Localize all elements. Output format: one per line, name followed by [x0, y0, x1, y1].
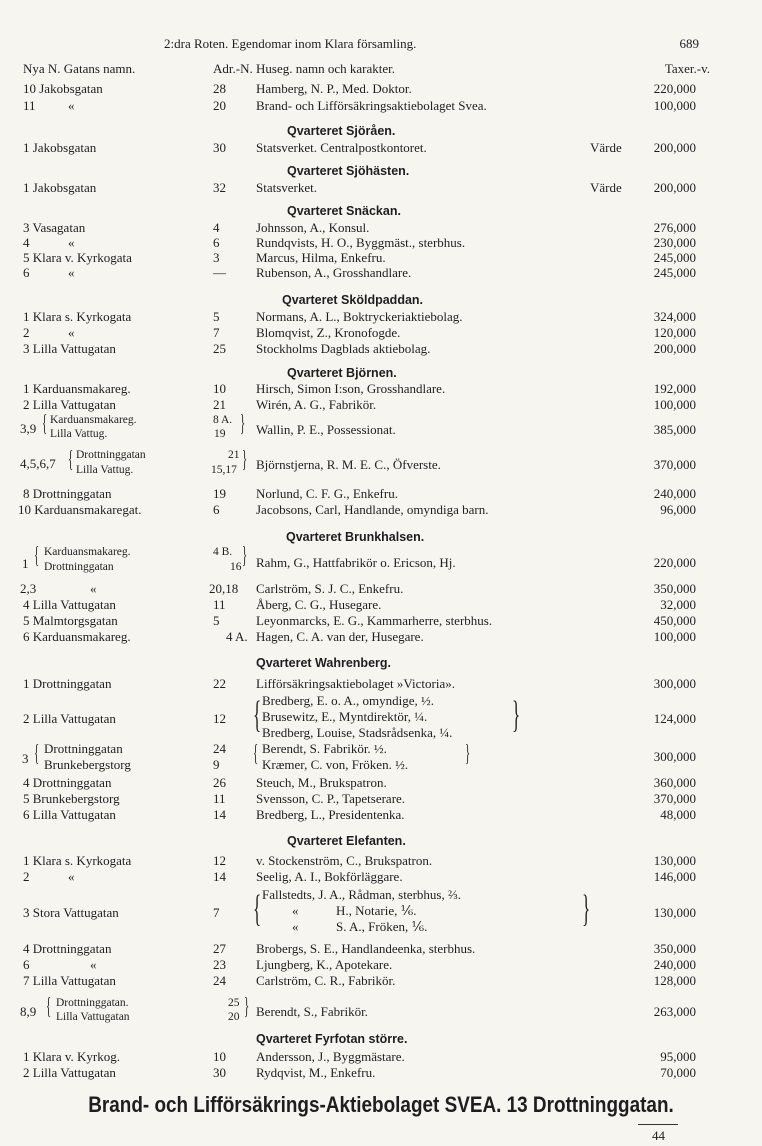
row-tax-value: 146,000 — [653, 869, 696, 884]
row-number: 24 — [213, 741, 226, 756]
row-street: 1 Jakobsgatan — [23, 180, 97, 195]
page-title: 2:dra Roten. Egendomar inom Klara församling. — [164, 36, 417, 51]
row-owner: Wallin, P. E., Possessionat. — [256, 422, 396, 437]
row-owner: Lifförsäkringsaktiebolaget »Victoria». — [256, 676, 455, 691]
row-owner: Leyonmarcks, E. G., Kammarherre, sterbhus. — [256, 613, 493, 628]
row-tax-value: 370,000 — [653, 791, 696, 806]
row-owner: Ljungberg, K., Apotekare. — [256, 957, 393, 972]
row-number: 21 — [213, 397, 226, 412]
row-tax-value: 245,000 — [653, 265, 696, 280]
row-tax-value: 192,000 — [653, 381, 696, 396]
brace: { — [34, 543, 40, 569]
row-number: 30 — [213, 1065, 226, 1080]
row-number: 15,17 — [211, 464, 237, 476]
row-number: 7 — [213, 325, 220, 340]
row-owner: Normans, A. L., Boktryckeriaktiebolag. — [256, 309, 463, 324]
row-number: 25 — [228, 997, 240, 1009]
ditto-mark: « — [292, 903, 299, 918]
row-owner: Rahm, G., Hattfabrikör o. Ericson, Hj. — [256, 555, 456, 570]
row-street: 1 Jakobsgatan — [23, 140, 97, 155]
row-street: 11 — [23, 98, 36, 113]
row-street: 10 Karduansmakaregat. — [18, 502, 142, 517]
row-owner: Jacobsons, Carl, Handlande, omyndiga barn. — [256, 502, 489, 517]
row-number: 22 — [213, 676, 226, 691]
row-tax-value: 100,000 — [653, 397, 696, 412]
row-tax-value: 70,000 — [660, 1065, 696, 1080]
row-street: 7 Lilla Vattugatan — [23, 973, 116, 988]
row-street: 2 — [23, 325, 30, 340]
owner-line: Bredberg, E. o. A., omyndige, ½. — [262, 693, 434, 708]
row-street: 1 Drottninggatan — [23, 676, 112, 691]
row-owner: Bredberg, L., Presidentenka. — [256, 807, 405, 822]
value-label: Värde — [590, 180, 622, 195]
row-street: Drottninggatan — [44, 561, 114, 573]
row-street: 3 Vasagatan — [23, 220, 86, 235]
row-tax-value: 240,000 — [653, 486, 696, 501]
brace: } — [465, 741, 471, 767]
row-street: 6 — [23, 265, 30, 280]
row-owner: Seelig, A. I., Bokförläggare. — [256, 869, 403, 884]
row-street: Lilla Vattug. — [76, 464, 134, 476]
row-number: 3 — [213, 250, 220, 265]
row-tax-value: 200,000 — [653, 341, 696, 356]
row-number: 20 — [228, 1011, 240, 1023]
row-street: 2,3 — [20, 581, 37, 596]
row-tax-value: 120,000 — [653, 325, 696, 340]
row-number: 32 — [213, 180, 226, 195]
row-street: 6 Lilla Vattugatan — [23, 807, 116, 822]
row-owner: Norlund, C. F. G., Enkefru. — [256, 486, 398, 501]
row-owner: Steuch, M., Brukspatron. — [256, 775, 387, 790]
row-lot-number: 3 — [22, 751, 29, 766]
row-owner: Statsverket. Centralpostkontoret. — [256, 140, 427, 155]
row-street: 2 Lilla Vattugatan — [23, 1065, 116, 1080]
row-number: 7 — [213, 905, 220, 920]
column-header-street: Nya N. Gatans namn. — [23, 61, 136, 76]
row-number: 25 — [213, 341, 226, 356]
row-number: 5 — [213, 613, 220, 628]
row-tax-value: 324,000 — [653, 309, 696, 324]
row-street: Lilla Vattugatan — [56, 1011, 130, 1023]
advertisement-banner: Brand- och Lifförsäkrings-Aktiebolaget SVEA. 13 Drottninggatan. — [88, 1092, 674, 1117]
ditto-mark: « — [68, 235, 75, 250]
row-tax-value: 450,000 — [653, 613, 696, 628]
row-number: 21 — [228, 449, 240, 461]
row-number: 28 — [213, 81, 226, 96]
row-tax-value: 200,000 — [653, 140, 696, 155]
row-number: 19 — [213, 486, 226, 501]
row-owner: Brobergs, S. E., Handlandeenka, sterbhus. — [256, 941, 476, 956]
row-street: 8 Drottninggatan — [23, 486, 112, 501]
row-number: 9 — [213, 757, 220, 772]
row-street: Karduansmakareg. — [44, 546, 131, 558]
owner-line: Kræmer, C. von, Fröken. ½. — [262, 757, 409, 772]
brace: { — [68, 447, 74, 473]
row-tax-value: 350,000 — [653, 581, 696, 596]
row-lot-number: 1 — [22, 556, 29, 571]
row-owner: Svensson, C. P., Tapetserare. — [256, 791, 406, 806]
row-number: — — [213, 265, 226, 280]
brace: { — [42, 411, 48, 437]
column-header-tax-value: Taxer.-v. — [664, 61, 710, 76]
brace: } — [242, 543, 248, 569]
row-owner: Åberg, C. G., Husegare. — [256, 597, 382, 612]
row-tax-value: 100,000 — [653, 629, 696, 644]
ditto-mark: « — [292, 919, 299, 934]
row-lot-number: 3,9 — [20, 421, 37, 436]
row-number: 6 — [213, 235, 220, 250]
row-owner: Hirsch, Simon I:son, Grosshandlare. — [256, 381, 446, 396]
row-owner: Johnsson, A., Konsul. — [256, 220, 370, 235]
row-tax-value: 32,000 — [660, 597, 696, 612]
row-tax-value: 220,000 — [653, 81, 696, 96]
block-heading: Qvarteret Brunkhalsen. — [286, 530, 425, 544]
row-street: 2 Lilla Vattugatan — [23, 397, 116, 412]
row-street: 1 Klara s. Kyrkogata — [23, 853, 132, 868]
brace: } — [582, 888, 591, 930]
row-number: 23 — [213, 957, 226, 972]
row-owner: Rydqvist, M., Enkefru. — [256, 1065, 376, 1080]
brace: { — [34, 741, 40, 767]
row-number: 4 A. — [226, 629, 248, 644]
row-owner: Rubenson, A., Grosshandlare. — [256, 265, 412, 280]
row-owner: Statsverket. — [256, 180, 318, 195]
row-street: Karduansmakareg. — [50, 414, 137, 426]
row-street: Drottninggatan. — [56, 997, 129, 1009]
row-tax-value: 263,000 — [653, 1004, 696, 1019]
row-owner: Brand- och Lifförsäkringsaktiebolaget Svea. — [256, 98, 487, 113]
page-number: 689 — [679, 36, 699, 51]
row-number: 10 — [213, 1049, 226, 1064]
row-number: 12 — [213, 853, 226, 868]
brace: } — [240, 411, 246, 437]
row-street: 4 Lilla Vattugatan — [23, 597, 116, 612]
row-street: 6 — [23, 957, 30, 972]
row-number: 11 — [213, 791, 226, 806]
row-tax-value: 240,000 — [653, 957, 696, 972]
row-street: 1 Klara v. Kyrkog. — [23, 1049, 120, 1064]
row-street: 3 Stora Vattugatan — [23, 905, 119, 920]
row-number: 5 — [213, 309, 220, 324]
row-owner: Blomqvist, Z., Kronofogde. — [256, 325, 401, 340]
row-street: 1 Karduansmakareg. — [23, 381, 131, 396]
row-tax-value: 245,000 — [653, 250, 696, 265]
row-street: Drottninggatan — [44, 741, 123, 756]
row-number: 4 — [213, 220, 220, 235]
row-street: 1 Klara s. Kyrkogata — [23, 309, 132, 324]
row-tax-value: 300,000 — [653, 676, 696, 691]
row-street: Drottninggatan — [76, 449, 146, 461]
row-number: 24 — [213, 973, 226, 988]
ditto-mark: « — [68, 98, 75, 113]
owner-line: Fallstedts, J. A., Rådman, sterbhus, ⅔. — [262, 887, 461, 902]
block-heading: Qvarteret Fyrfotan större. — [256, 1032, 408, 1046]
row-number: 10 — [213, 381, 226, 396]
owner-line: Brusewitz, E., Myntdirektör, ¼. — [262, 709, 428, 724]
brace: { — [253, 741, 259, 767]
row-street: 3 Lilla Vattugatan — [23, 341, 116, 356]
row-number: 30 — [213, 140, 226, 155]
row-tax-value: 128,000 — [653, 973, 696, 988]
row-owner: Stockholms Dagblads aktiebolag. — [256, 341, 431, 356]
block-heading: Qvarteret Elefanten. — [287, 834, 406, 848]
row-street: 10 Jakobsgatan — [23, 81, 103, 96]
row-street: 6 Karduansmakareg. — [23, 629, 131, 644]
row-number: 19 — [214, 428, 226, 440]
value-label: Värde — [590, 140, 622, 155]
brace: { — [253, 694, 262, 736]
ditto-mark: « — [90, 581, 97, 596]
row-tax-value: 230,000 — [653, 235, 696, 250]
row-owner: Hamberg, N. P., Med. Doktor. — [256, 81, 412, 96]
row-owner: Rundqvists, H. O., Byggmäst., sterbhus. — [256, 235, 466, 250]
row-tax-value: 95,000 — [660, 1049, 696, 1064]
row-tax-value: 96,000 — [660, 502, 696, 517]
row-street: Lilla Vattug. — [50, 428, 108, 440]
row-owner: Berendt, S., Fabrikör. — [256, 1004, 368, 1019]
row-owner: Carlström, S. J. C., Enkefru. — [256, 581, 404, 596]
row-owner: Marcus, Hilma, Enkefru. — [256, 250, 386, 265]
owner-line: Bredberg, Louise, Stadsrådsenka, ¼. — [262, 725, 453, 740]
row-tax-value: 385,000 — [653, 422, 696, 437]
brace: { — [253, 888, 262, 930]
brace: } — [242, 447, 248, 473]
column-header-address: Adr.-N. — [213, 61, 253, 76]
brace: { — [46, 994, 52, 1020]
row-owner: Hagen, C. A. van der, Husegare. — [256, 629, 424, 644]
block-heading: Qvarteret Sjöhästen. — [287, 164, 410, 178]
row-number: 6 — [213, 502, 220, 517]
owner-line: H., Notarie, ⅙. — [336, 903, 417, 918]
row-tax-value: 220,000 — [653, 555, 696, 570]
row-tax-value: 360,000 — [653, 775, 696, 790]
block-heading: Qvarteret Björnen. — [287, 366, 397, 380]
column-header-owner: Huseg. namn och karakter. — [256, 61, 395, 76]
row-number: 14 — [213, 869, 226, 884]
brace: } — [512, 694, 521, 736]
row-street: 2 Lilla Vattugatan — [23, 711, 116, 726]
row-street: 5 Brunkebergstorg — [23, 791, 120, 806]
row-tax-value: 100,000 — [653, 98, 696, 113]
row-tax-value: 130,000 — [653, 853, 696, 868]
row-number: 20 — [213, 98, 226, 113]
block-heading: Qvarteret Sjöråen. — [287, 124, 396, 138]
row-street: 2 — [23, 869, 30, 884]
row-number: 27 — [213, 941, 226, 956]
block-heading: Qvarteret Wahrenberg. — [256, 656, 391, 670]
row-owner: Carlström, C. R., Fabrikör. — [256, 973, 396, 988]
row-number: 26 — [213, 775, 226, 790]
row-tax-value: 370,000 — [653, 457, 696, 472]
row-owner: Andersson, J., Byggmästare. — [256, 1049, 405, 1064]
row-street: 4 Drottninggatan — [23, 775, 112, 790]
row-tax-value: 350,000 — [653, 941, 696, 956]
row-owner: v. Stockenström, C., Brukspatron. — [256, 853, 433, 868]
row-tax-value: 276,000 — [653, 220, 696, 235]
row-number: 11 — [213, 597, 226, 612]
row-number: 12 — [213, 711, 226, 726]
divider — [638, 1124, 678, 1125]
owner-line: S. A., Fröken, ⅙. — [336, 919, 428, 934]
row-lot-number: 8,9 — [20, 1004, 37, 1019]
block-heading: Qvarteret Sköldpaddan. — [282, 293, 424, 307]
row-tax-value: 130,000 — [653, 905, 696, 920]
row-number: 20,18 — [209, 581, 239, 596]
row-number: 4 B. — [213, 546, 233, 558]
owner-line: Berendt, S. Fabrikör. ½. — [262, 741, 387, 756]
row-tax-value: 200,000 — [653, 180, 696, 195]
row-owner: Wirén, A. G., Fabrikör. — [256, 397, 377, 412]
ditto-mark: « — [68, 265, 75, 280]
row-tax-value: 48,000 — [660, 807, 696, 822]
brace: } — [244, 994, 250, 1020]
ditto-mark: « — [90, 957, 97, 972]
row-tax-value: 124,000 — [653, 711, 696, 726]
ditto-mark: « — [68, 869, 75, 884]
row-number: 14 — [213, 807, 226, 822]
row-owner: Björnstjerna, R. M. E. C., Öfverste. — [256, 457, 441, 472]
block-heading: Qvarteret Snäckan. — [287, 204, 401, 218]
row-number: 16 — [230, 561, 242, 573]
row-street: 4 Drottninggatan — [23, 941, 112, 956]
row-street: Brunkebergstorg — [44, 757, 131, 772]
ditto-mark: « — [68, 325, 75, 340]
row-street: 5 Klara v. Kyrkogata — [23, 250, 132, 265]
row-number: 8 A. — [213, 414, 233, 426]
folio-number: 44 — [652, 1128, 665, 1143]
row-tax-value: 300,000 — [653, 749, 696, 764]
row-lot-number: 4,5,6,7 — [20, 456, 56, 471]
row-street: 4 — [23, 235, 30, 250]
row-street: 5 Malmtorgsgatan — [23, 613, 118, 628]
